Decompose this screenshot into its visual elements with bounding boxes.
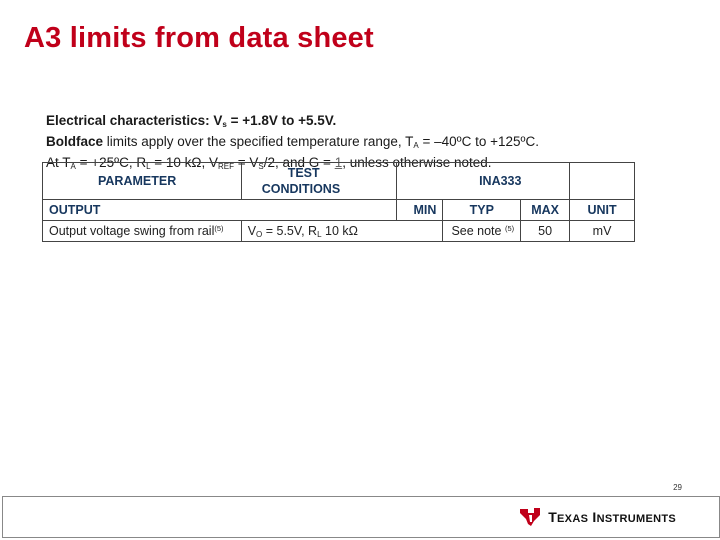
typ-header: TYP (443, 200, 521, 221)
row-max: 50 (521, 221, 570, 242)
table-header-row (43, 163, 635, 200)
conditions-line-1: Electrical characteristics: $V_s = +1.8V$ to +5.5V. (46, 113, 337, 129)
slide-title: A3 limits from data sheet (24, 22, 374, 54)
max-header: MAX (521, 200, 570, 221)
ti-logo (518, 507, 676, 527)
ti-wordmark: TEXAS INSTRUMENTS (548, 509, 676, 525)
device-header: INA333 (397, 163, 570, 200)
row-parameter: Output voltage swing from rail$^{(5)}$ (43, 221, 242, 242)
unit-header-spacer (570, 163, 635, 200)
conditions-line-2: Boldface limits apply over the specified temperature range, $T_A$ = –40ºC to +125ºC. (46, 134, 539, 150)
table-row (43, 221, 635, 242)
spec-table (42, 162, 635, 242)
min-header: MIN (397, 200, 443, 221)
unit-header: UNIT (570, 200, 635, 221)
row-unit: mV (570, 221, 635, 242)
gain-link: 1 (334, 155, 343, 170)
page-number: 29 (673, 483, 682, 492)
conditions-line-3: At $T_A$ = +25ºC, $R_L = 10$ kΩ, $V_{REF} = V_S/2$, and G = 1, unless otherwise noted. (46, 155, 492, 171)
row-typ: See note $^{(5)}$ (443, 221, 521, 242)
parameter-header: PARAMETER (43, 163, 242, 200)
section-output: OUTPUT (43, 200, 397, 221)
section-row (43, 200, 635, 221)
test-conditions-header-cell: TEST CONDITIONS (241, 163, 397, 200)
row-conditions: $V_O = 5.5V$, $R_L$ 10 kΩ (241, 221, 443, 242)
ti-state-icon (518, 507, 542, 527)
